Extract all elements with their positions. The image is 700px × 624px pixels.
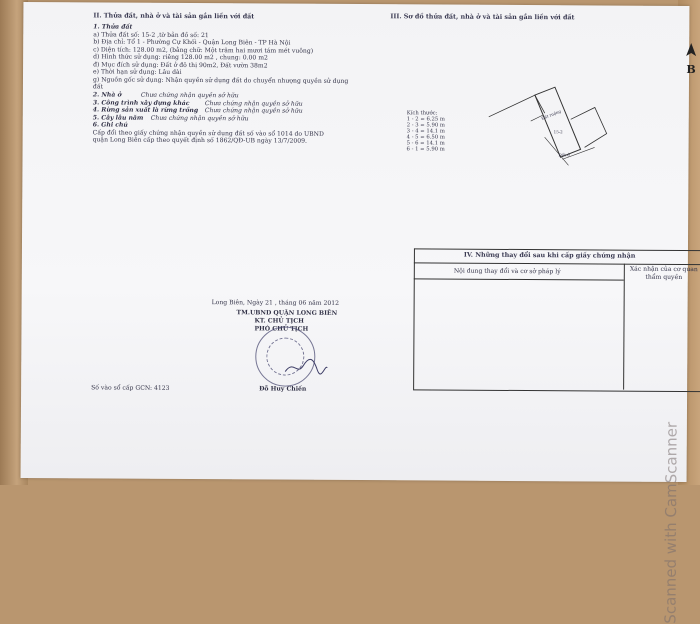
item-label: 3. Công trình xây dựng khác — [92, 98, 190, 107]
changes-table — [413, 248, 700, 390]
land-line: đất — [92, 83, 104, 91]
land-line: b) Địa chỉ: Tổ 1 - Phường Cự Khối - Quận Long Biên - TP Hà Nội — [93, 38, 291, 47]
land-line: e) Thời hạn sử dụng: Lâu dài — [93, 68, 182, 76]
dim-line: 2 - 3 = 5.90 m — [406, 122, 445, 129]
dims-heading: Kích thước: — [406, 110, 438, 117]
land-heading: 1. Thửa đất — [93, 23, 133, 31]
signature-role: PHÓ CHỦ TỊCH — [254, 325, 309, 333]
land-line: g) Nguồn gốc sử dụng: Nhận quyền sử dụng đất do chuyển nhượng quyền sử dụng — [92, 75, 349, 85]
note-line: Cấp đổi theo giấy chứng nhận quyền sử dụng đất số vào sổ 1014 do UBND — [92, 128, 324, 138]
handwritten-signature — [283, 356, 329, 378]
other-label: Đất ở — [558, 152, 570, 158]
land-line: đ) Mục đích sử dụng: Đất ở đô thị 90m2, Đất vườn 38m2 — [93, 60, 268, 69]
item-value: Chưa chứng nhận quyền sở hữu — [150, 114, 249, 122]
land-line: a) Thửa đất số: 15-2 ,tờ bản đồ số: 21 — [93, 30, 209, 39]
table-row-divider — [413, 278, 624, 390]
section2-title: II. Thửa đất, nhà ở và tài sản gắn liền với đất — [93, 11, 255, 21]
dim-line: 3 - 4 = 14.1 m — [406, 128, 445, 135]
certificate-page — [21, 2, 698, 624]
item-label: 5. Cây lâu năm — [92, 113, 144, 122]
note-line: quận Long Biên cấp theo quyết định số 1862/QĐ-UB ngày 13/7/2009. — [92, 136, 307, 145]
north-indicator — [685, 42, 697, 76]
dim-line: 1 - 2 = 6.25 m — [406, 116, 445, 123]
registry-number: Số vào sổ cấp GCN: 4123 — [91, 384, 170, 392]
land-line: d) Hình thức sử dụng: riêng 128.00 m2 , chung: 0.00 m2 — [93, 53, 268, 62]
item-label: 2. Nhà ở — [92, 91, 122, 99]
item-label: 4. Rừng sản xuất là rừng trồng — [92, 106, 199, 115]
road-label: Đất ruộng — [540, 108, 562, 121]
item-value: Chưa chứng nhận quyền sở hữu — [204, 99, 303, 108]
land-line: c) Diện tích: 128.00 m2, (bằng chữ: Một trăm hai mươi tám mét vuông) — [93, 45, 314, 55]
north-arrow-icon — [685, 43, 697, 57]
signature-kt: KT. CHỦ TỊCH — [254, 317, 304, 325]
camscanner-watermark: Scanned with CamScanner — [661, 421, 681, 624]
item-value: Chưa chứng nhận quyền sở hữu — [140, 91, 239, 100]
dim-line: 5 - 6 = 14.1 m — [406, 140, 445, 147]
plot-label: 15-2 — [553, 129, 563, 135]
section4-title: IV. Những thay đổi sau khi cấp giấy chứng nhận — [463, 250, 636, 260]
signer-name: Đỗ Huy Chiến — [259, 385, 307, 393]
dim-line: 6 - 1 = 5.90 m — [406, 146, 445, 153]
section3-title: III. Sơ đồ thửa đất, nhà ở và tài sản gắn liền với đất — [390, 12, 575, 22]
item-value: Chưa chứng nhận quyền sở hữu — [204, 107, 303, 115]
north-label: B — [686, 63, 696, 77]
column-header-changes: Nội dung thay đổi và cơ sở pháp lý — [453, 267, 561, 276]
signature-date: Long Biên, Ngày 21 , tháng 06 năm 2012 — [211, 299, 340, 307]
column-header-confirmation: Xác nhận của cơ quan thẩm quyền — [629, 265, 698, 281]
plot-sketch — [484, 77, 613, 168]
signature-org: TM.UBND QUẬN LONG BIÊN — [236, 309, 338, 317]
note-heading: 6. Ghi chú — [92, 121, 128, 129]
dim-line: 4 - 5 = 6.50 m — [406, 134, 445, 141]
